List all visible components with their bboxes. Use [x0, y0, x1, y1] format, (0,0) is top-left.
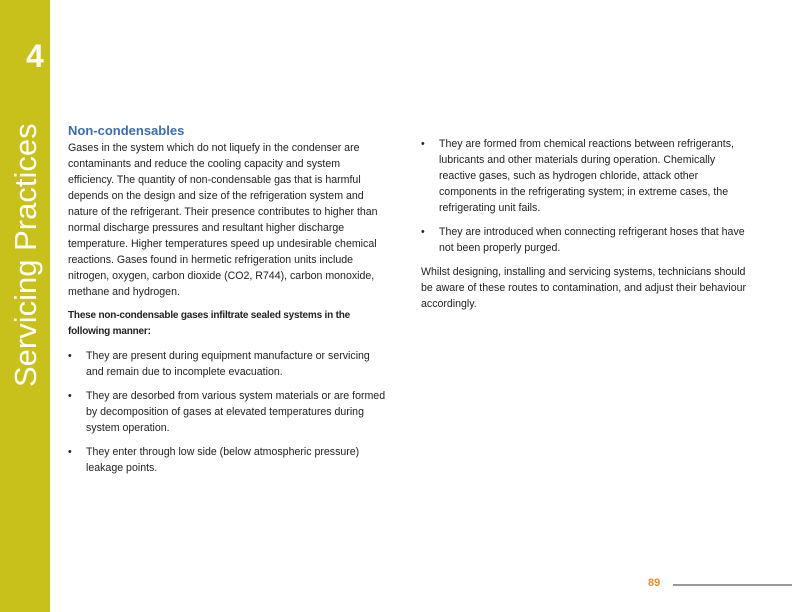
closing-paragraph: Whilst designing, installing and servicing systems, technicians should be aware of these routes to contamination, and adjust their behaviour accordingly.: [421, 266, 747, 310]
chapter-number: 4: [26, 38, 44, 74]
list-item: • They are present during equipment manufacture or servicing and remain due to incomplete evacuation.: [68, 348, 388, 380]
chapter-title: Servicing Practices: [8, 123, 43, 387]
lead-paragraph: These non-condensable gases infiltrate sealed systems in the following manner:: [68, 310, 350, 337]
section-heading: Non-condensables: [68, 123, 185, 138]
list-item: • They are introduced when connecting refrigerant hoses that have not been properly purged.: [421, 224, 751, 256]
footer-rule: [673, 584, 792, 586]
right-column: [421, 136, 751, 320]
bullet-list: [68, 348, 388, 476]
list-item: • They are formed from chemical reactions between refrigerants, lubricants and other materials during operation. Chemically reactive gases, such as hydrogen chloride, attack other components in the refrigerating system; in extreme cases, the refrigerating unit fails.: [421, 136, 751, 216]
list-item: • They are desorbed from various system materials or are formed by decomposition of gases at elevated temperatures during system operation.: [68, 388, 388, 436]
bullet-list: [421, 136, 751, 256]
intro-paragraph: Gases in the system which do not liquefy in the condenser are contaminants and reduce the cooling capacity and system efficiency. The quantity of non-condensable gas that is harmful depends on the design and size of the refrigeration system and nature of the refrigerant. Their presence contributes to higher than normal discharge pressures and resultant higher discharge temperature. Higher temperatures speed up undesirable chemical reactions. Gases found in hermetic refrigeration units include nitrogen, oxygen, carbon dioxide (CO2, R744), carbon monoxide, methane and hydrogen.: [68, 142, 378, 298]
list-item: • They enter through low side (below atmospheric pressure) leakage points.: [68, 444, 388, 476]
left-column: [68, 122, 388, 484]
chapter-sidebar: [0, 0, 50, 612]
page-number: 89: [648, 577, 661, 589]
